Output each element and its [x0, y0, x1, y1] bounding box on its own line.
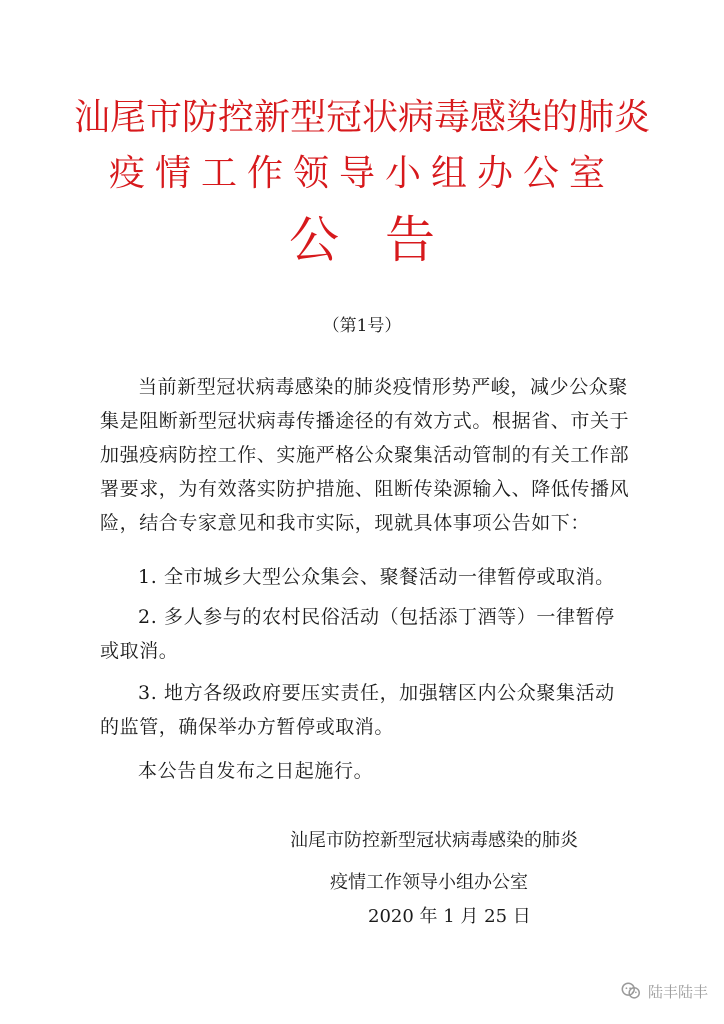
header-title-line2: 疫情工作领导小组办公室	[108, 153, 615, 194]
signature-org-line2: 疫情工作领导小组办公室	[330, 872, 528, 893]
watermark-text: 陆丰陆丰	[647, 982, 708, 1001]
body-item-3: 3. 地方各级政府要压实责任，加强辖区内公众聚集活动的监管，确保举办方暂停或取消。	[100, 682, 615, 738]
body-item-2: 2. 多人参与的农村民俗活动（包括添丁酒等）一律暂停或取消。	[100, 606, 615, 662]
watermark	[620, 980, 708, 1002]
signature-date: 2020 年 1 月 25 日	[368, 906, 531, 927]
body-closing: 本公告自发布之日起施行。	[138, 760, 374, 782]
wechat-channel-icon	[620, 980, 642, 1002]
body-item-1: 1. 全市城乡大型公众集会、聚餐活动一律暂停或取消。	[138, 566, 615, 588]
header-announcement-title: 公告	[289, 211, 481, 269]
signature-org-line1: 汕尾市防控新型冠状病毒感染的肺炎	[290, 830, 578, 851]
header-title-line1: 汕尾市防控新型冠状病毒感染的肺炎	[73, 97, 650, 138]
body-paragraph-intro: 当前新型冠状病毒感染的肺炎疫情形势严峻，减少公众聚集是阻断新型冠状病毒传播途径的有效方式。根据省、市关于加强疫病防控工作、实施严格公众聚集活动管制的有关工作部署要求，为有效落实防护措施、阻断传染源输入、降低传播风险，结合专家意见和我市实际，现就具体事项公告如下：	[100, 376, 630, 534]
document-number: （第1号）	[322, 316, 402, 336]
